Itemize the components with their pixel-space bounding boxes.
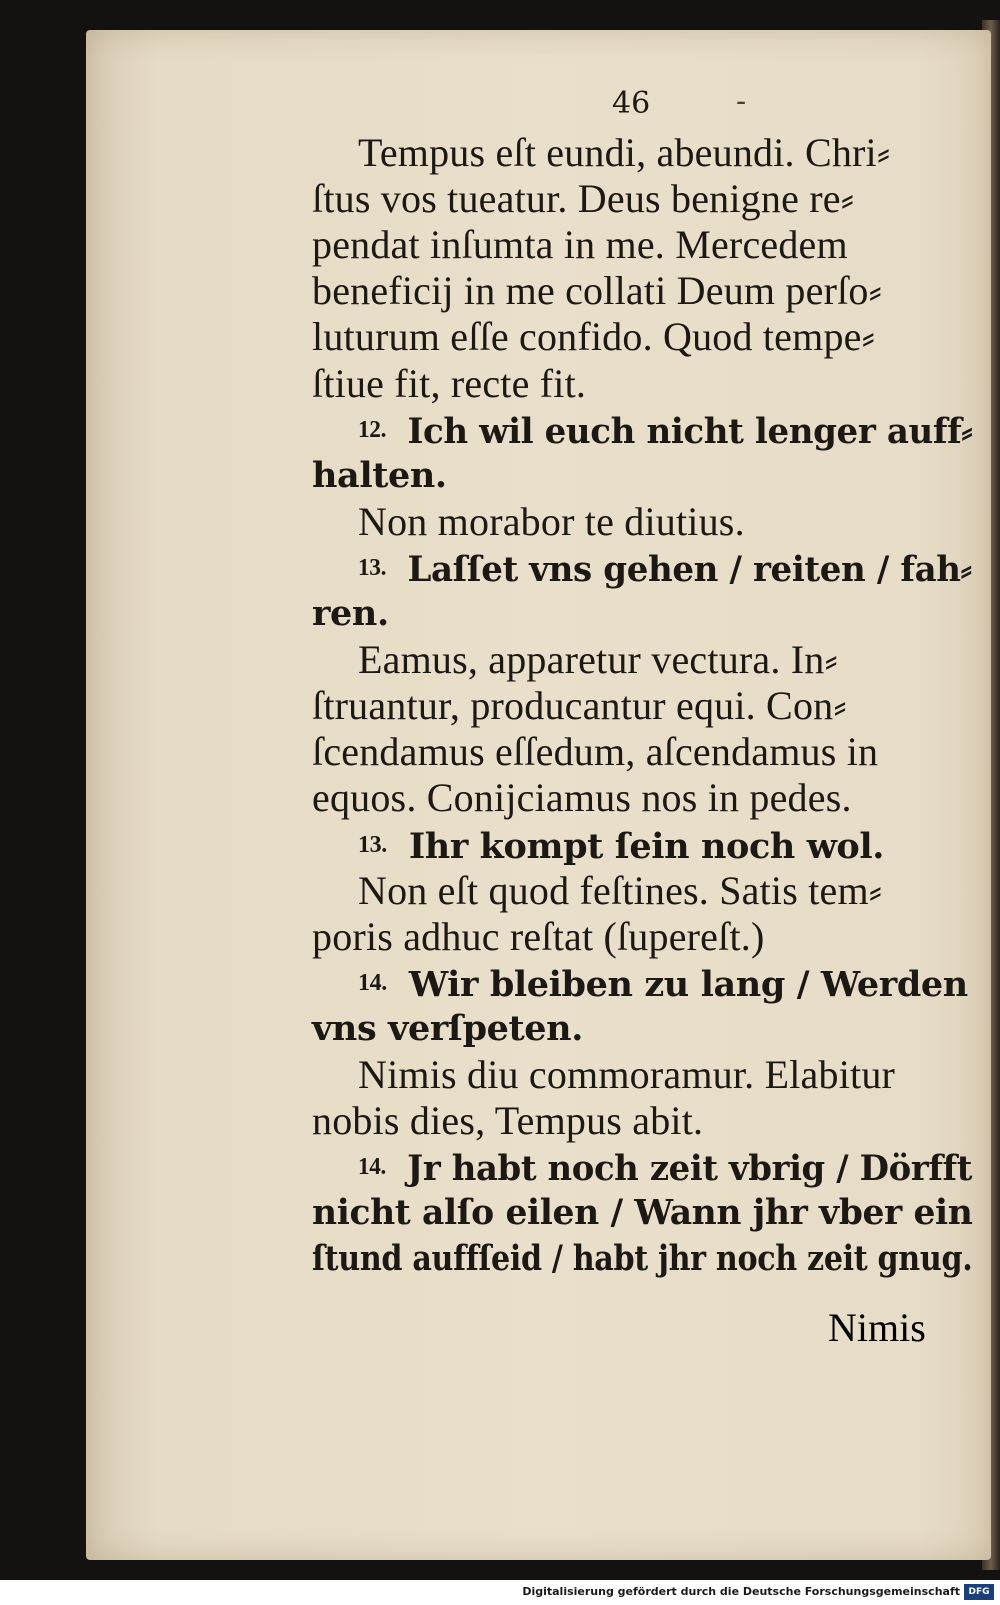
line-text: ren. (312, 593, 389, 634)
line-text: ſtus vos tueatur. Deus benigne re⸗ (312, 176, 855, 222)
text-line (312, 591, 389, 637)
line-text: Tempus eſt eundi, abeundi. Chri⸗ (358, 130, 891, 175)
text-line (358, 499, 745, 545)
dfg-logo-icon: DFG (964, 1584, 994, 1600)
line-text: ſtund auffſeid / habt jhr noch zeit gnug. (312, 1238, 973, 1280)
page-number: 46 (612, 86, 651, 121)
text-line (358, 960, 968, 1008)
text-line (358, 1144, 972, 1192)
line-text: poris adhuc reſtat (ſupereſt.) (312, 913, 765, 959)
text-line (312, 1236, 972, 1282)
text-line (312, 176, 854, 222)
text-line (312, 775, 852, 821)
line-text: Ihr kompt ſein noch wol. (408, 825, 885, 867)
text-line (312, 729, 878, 775)
line-text: Nimis diu commoramur. Elabitur (358, 1052, 896, 1097)
line-text: Non eſt quod feſtines. Satis tem⸗ (358, 867, 883, 913)
page-number-dash: - (736, 84, 747, 119)
line-text: Non morabor te diutius. (358, 498, 745, 544)
line-text: halten. (312, 454, 447, 496)
text-line (358, 130, 890, 176)
paragraph-number: 12. (358, 416, 387, 443)
line-text: Eamus, apparetur vectura. In⸗ (358, 637, 839, 683)
text-line (312, 1098, 703, 1144)
line-text: luturum eſſe confido. Quod tempe⸗ (312, 314, 876, 360)
line-text: beneficij in me collati Deum perſo⸗ (312, 268, 883, 314)
footer-bar (0, 1580, 1000, 1605)
paragraph-number: 14. (358, 969, 387, 996)
text-line (312, 1006, 583, 1052)
text-line (312, 222, 848, 268)
text-line (312, 268, 882, 314)
line-text: ſtruantur, producantur equi. Con⸗ (312, 683, 847, 729)
line-text: Laſſet vns gehen / reiten / fah⸗ (407, 548, 972, 590)
paragraph-number: 13. (358, 554, 387, 581)
line-text: vns verſpeten. (312, 1007, 583, 1049)
text-line (358, 637, 838, 683)
text-line (312, 361, 586, 407)
line-text: Jr habt noch zeit vbrig / Dörfft (407, 1148, 972, 1190)
line-text: nicht alſo eilen / Wann jhr vber ein (312, 1192, 973, 1234)
line-text: ſtiue fit, recte fit. (312, 360, 587, 406)
text-line (358, 407, 972, 455)
text-line (358, 1052, 895, 1098)
paragraph-number: 14. (358, 1154, 386, 1181)
text-line (358, 868, 882, 914)
line-text: ſcendamus eſſedum, aſcendamus in (312, 729, 879, 775)
text-line (312, 683, 847, 729)
line-text: Wir bleiben zu lang / Werden (408, 963, 968, 1005)
line-text: nobis dies, Tempus abit. (312, 1098, 704, 1144)
text-line (312, 1190, 973, 1236)
line-text: Ich wil euch nicht lenger auff⸗ (407, 410, 973, 452)
text-line (312, 453, 447, 499)
line-text: pendat inſumta in me. Mercedem (312, 222, 848, 268)
line-text: equos. Conijciamus nos in pedes. (312, 775, 852, 821)
text-line (312, 914, 764, 960)
paragraph-number: 13. (358, 831, 387, 858)
text-line (312, 314, 875, 360)
footer-credit: Digitalisierung gefördert durch die Deutsche Forschungsgemeinschaft (522, 1585, 960, 1598)
text-line (358, 822, 884, 870)
text-line (358, 545, 972, 593)
catchword: Nimis (828, 1305, 926, 1350)
